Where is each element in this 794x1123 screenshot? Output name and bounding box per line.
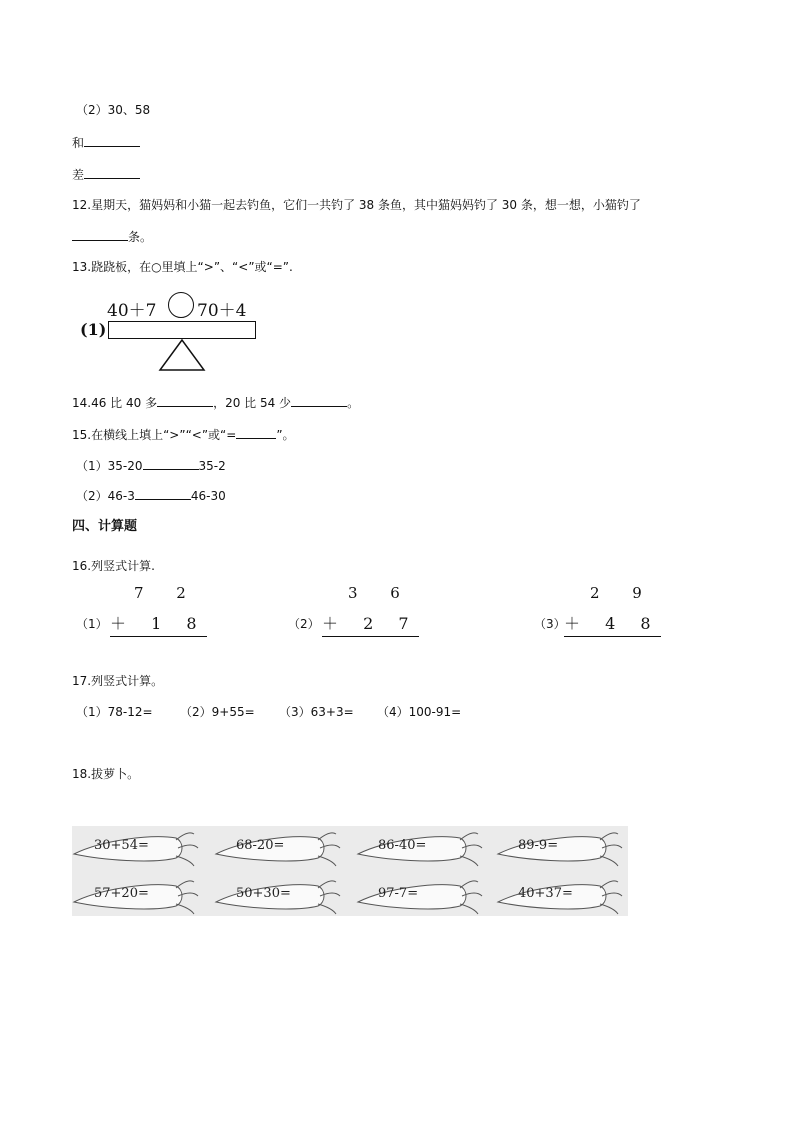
q12-question: 12.星期天，猫妈妈和小猫一起去钓鱼，它们一共钓了 38 条鱼，其中猫妈妈钓了 30 条，想一想，小猫钓了 [72,198,641,212]
carrot-equation: 97-7= [378,886,419,901]
carrot-6[interactable] [214,876,344,916]
carrot-equation: 89-9= [518,838,559,853]
q14-part2: ，20 比 54 少 [213,396,292,410]
seesaw-label: (1) [80,320,107,339]
q17-item-2: （2）9+55= [180,705,255,719]
carrot-equation: 40+37= [518,886,573,901]
carrot-equation: 50+30= [236,886,291,901]
section-heading: 四、计算题 [72,519,138,534]
q14-blank-2[interactable] [291,394,347,407]
vertical-bottom-row: ＋ 2 7 [322,611,419,637]
vertical-label: （1） [76,617,108,631]
q15-item1-blank[interactable] [143,457,199,470]
q17-item-3: （3）63+3= [279,705,354,719]
carrot-8[interactable] [496,876,626,916]
q14-part1: 14.46 比 40 多 [72,396,158,410]
sum-label: 和 [72,136,85,150]
carrot-equation: 86-40= [378,838,427,853]
carrot-icon [356,876,486,916]
q18-title: 18.拔萝卜。 [72,767,140,781]
compare-circle[interactable] [168,292,194,318]
carrot-2[interactable] [214,828,344,868]
q14-blank-1[interactable] [157,394,213,407]
carrot-5[interactable] [72,876,202,916]
q15-item1-left: （1）35-20 [76,459,143,473]
vertical-addition-3 [534,584,661,636]
q11-diff-line [72,166,140,184]
carrot-3[interactable] [356,828,486,868]
vertical-top-number: 3 6 [348,584,414,602]
vertical-addition-2 [288,584,419,636]
vertical-bottom-row: ＋ 4 8 [564,611,661,637]
carrot-7[interactable] [356,876,486,916]
q12-answer-line [72,228,152,246]
carrot-equation: 57+20= [94,886,149,901]
q15-item2 [76,487,226,505]
q14-end: 。 [347,396,360,410]
seesaw-left-expression: 40＋7 [107,301,157,321]
q12-end: 条。 [128,230,153,244]
vertical-top-number: 2 9 [590,584,656,602]
carrot-equation: 30+54= [94,838,149,853]
q17-title: 17.列竖式计算。 [72,674,164,688]
carrot-1[interactable] [72,828,202,868]
q15-title-a: 15.在横线上填上“>”“<”或“= [72,428,237,442]
q15-title-b: ”。 [276,428,295,442]
q15-item2-left: （2）46-3 [76,489,135,503]
q15-title [72,426,295,444]
q12-answer-blank[interactable] [72,228,128,241]
diff-label: 差 [72,168,85,182]
carrot-picture [72,826,628,916]
q17-item-4: （4）100-91= [377,705,462,719]
q17-item-1: （1）78-12= [76,705,153,719]
q15-item2-blank[interactable] [135,487,191,500]
vertical-bottom-row: ＋ 1 8 [110,611,207,637]
sum-answer-blank[interactable] [84,134,140,147]
q15-item1-right: 35-2 [198,459,226,473]
vertical-top-number: 7 2 [134,584,200,602]
q13-title: 13.跷跷板，在○里填上“>”、“<”或“=”. [72,260,293,274]
carrot-equation: 68-20= [236,838,285,853]
q16-title: 16.列竖式计算. [72,559,155,573]
carrot-icon [496,828,626,868]
q11-item2: （2）30、58 [76,103,151,117]
q15-item1 [76,457,226,475]
q11-sum-line [72,134,140,152]
vertical-label: （2） [288,617,320,631]
q14-question [72,394,359,412]
vertical-addition-1 [76,584,207,636]
diff-answer-blank[interactable] [84,166,140,179]
q15-item2-right: 46-30 [190,489,226,503]
vertical-label: （3） [534,617,566,631]
seesaw-right-expression: 70＋4 [197,301,247,321]
seesaw-fulcrum-triangle [158,338,206,372]
q15-title-blank [236,426,276,439]
seesaw-board [108,321,256,339]
carrot-4[interactable] [496,828,626,868]
seesaw-figure [76,290,266,374]
